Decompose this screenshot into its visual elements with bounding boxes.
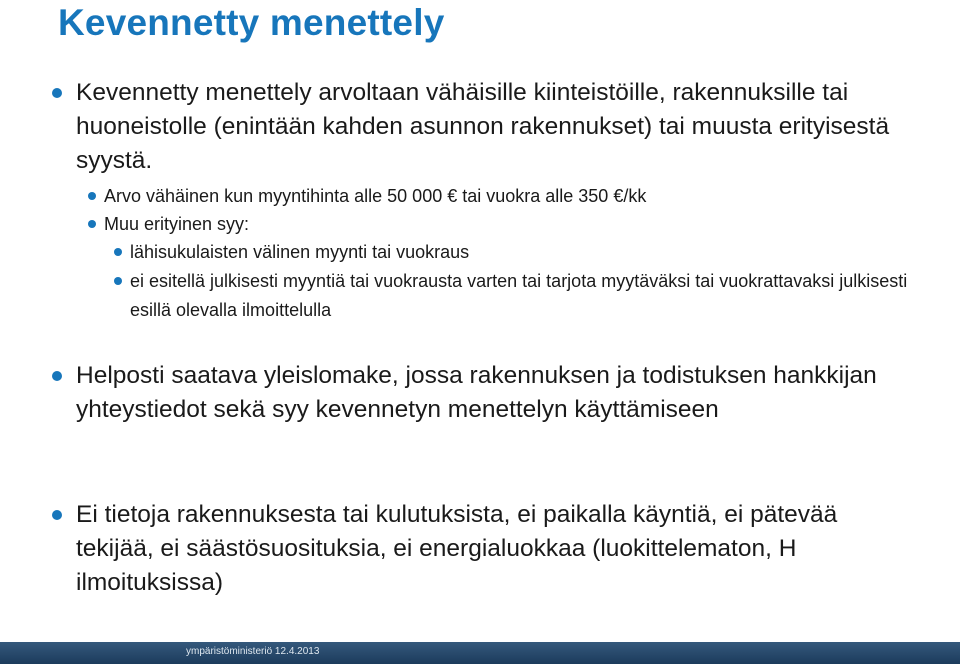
sub-bullet-other-reason — [104, 210, 924, 238]
bullet-reduced-procedure — [76, 76, 916, 178]
sub-bullet-low-value — [104, 182, 924, 210]
bullet-dot-icon — [52, 88, 62, 98]
bullet-text: Helposti saatava yleislomake, jossa rakennuksen ja todistuksen hankkijan yhteystiedot sekä syy kevennetyn menettelyn käyttämiseen — [76, 362, 877, 423]
bullet-text: Ei tietoja rakennuksesta tai kulutuksista, ei paikalla käyntiä, ei pätevää tekijää, ei säästösuosituksia, ei energialuokkaa (luokittelematon, H ilmoituksissa) — [76, 501, 838, 596]
footer-text: ympäristöministeriö 12.4.2013 — [186, 646, 320, 657]
bullet-text: Kevennetty menettely arvoltaan vähäisille kiinteistöille, rakennuksille tai huoneistolle (enintään kahden asunnon rakennukset) tai muusta erityisestä syystä. — [76, 79, 890, 174]
sub-sub-bullet-relatives — [130, 238, 920, 267]
bullet-dot-icon — [88, 192, 96, 200]
bullet-dot-icon — [114, 248, 122, 256]
bullet-text: Arvo vähäinen kun myyntihinta alle 50 000 € tai vuokra alle 350 €/kk — [104, 186, 647, 206]
bullet-text: lähisukulaisten välinen myynti tai vuokraus — [130, 242, 470, 262]
slide-title: Kevennetty menettely — [58, 2, 445, 43]
bullet-dot-icon — [52, 510, 62, 520]
bullet-dot-icon — [88, 220, 96, 228]
bullet-text: ei esitellä julkisesti myyntiä tai vuokrausta varten tai tarjota myytäväksi tai vuokrattavaksi julkisesti esillä olevalla ilmoittelulla — [130, 271, 908, 320]
sub-sub-bullet-not-public — [130, 267, 920, 325]
bullet-general-form — [76, 359, 916, 427]
bullet-no-information — [76, 498, 916, 600]
bullet-dot-icon — [114, 277, 122, 285]
bullet-text: Muu erityinen syy: — [104, 214, 250, 234]
bullet-dot-icon — [52, 371, 62, 381]
footer-bar — [0, 642, 960, 664]
